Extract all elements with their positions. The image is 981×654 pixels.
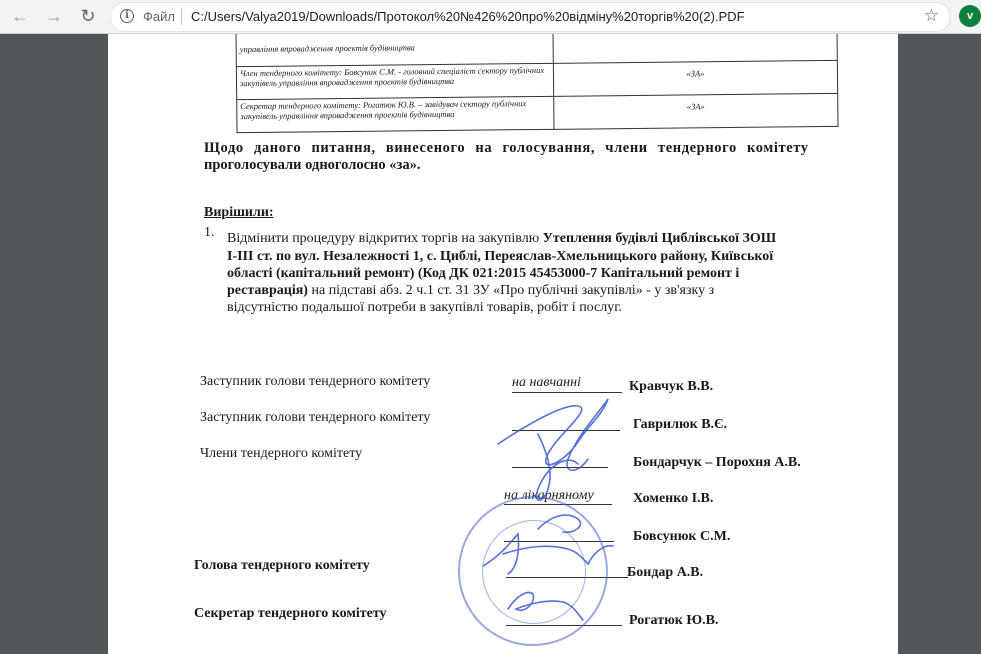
table-cell-vote: «ЗА»: [554, 93, 838, 129]
resolved-heading: Вирішили:: [204, 205, 274, 220]
table-cell-member: Секретар тендерного комітету: Рогатюк Ю.В. – завідувач сектору публічних закупівель управління впровадження проектів будівництва: [237, 96, 554, 132]
signatory-name: Гаврилюк В.Є.: [633, 417, 728, 432]
signature-role: Заступник голови тендерного комітету: [200, 374, 431, 389]
resolution-line: відсутністю подальшої потреби в закупівлі товарів, робіт і послуг.: [227, 300, 622, 315]
signatory-name: Бондар А.В.: [627, 565, 704, 580]
signature-gavryliuk: [498, 399, 608, 470]
signature-role: Члени тендерного комітету: [200, 446, 363, 461]
table-cell-vote: «ЗА»: [553, 60, 837, 96]
table-cell-member: Член тендерного комітету: Бовсуник С.М. - головний спеціаліст сектору публічних закупівель управління впровадження проектів будівництва: [236, 63, 553, 99]
resolution-text: Відмінити процедуру відкритих торгів на закупівлю: [227, 231, 543, 246]
signature-role: Заступник голови тендерного комітету: [200, 410, 431, 425]
signature-rogatiuk: [508, 593, 583, 620]
resolution-line: І-ІІІ ст. по вул. Незалежності 1, с. Циблі, Переяслав-Хмельницького району, Київської: [227, 249, 774, 264]
browser-toolbar: [0, 0, 981, 34]
item-number: 1.: [204, 225, 215, 240]
table-cell-member: управління впровадження проектів будівництва: [236, 34, 553, 67]
signature-note: на лікарняному: [504, 488, 594, 503]
vote-result-line: Щодо даного питання, винесеного на голосування, члени тендерного комітету: [204, 140, 809, 156]
signatory-name: Хоменко І.В.: [633, 491, 714, 506]
forward-arrow-icon[interactable]: →: [45, 6, 63, 26]
resolution-object: реставрація): [227, 283, 308, 298]
signatory-name: Кравчук В.В.: [629, 379, 714, 394]
divider: [181, 9, 182, 25]
resolution-object: Утеплення будівлі Циблівської ЗОШ: [542, 231, 777, 246]
signature-bovsuniuk: [538, 515, 580, 532]
address-bar[interactable]: [110, 2, 950, 32]
signature-role: Секретар тендерного комітету: [194, 606, 387, 621]
signature-role: Голова тендерного комітету: [194, 558, 370, 573]
resolution-text: на підставі абз. 2 ч.1 ст. 31 ЗУ «Про публічні закупівлі» - у зв'язку з: [307, 283, 715, 298]
signatory-name: Бондарчук – Порохня А.В.: [633, 455, 801, 470]
signatory-name: Бовсунюк С.М.: [633, 529, 731, 544]
signature-bondarchuk: [537, 434, 578, 500]
signature-bondar: [483, 534, 613, 574]
profile-avatar[interactable]: v: [959, 5, 981, 27]
url-text[interactable]: C:/Users/Valya2019/Downloads/Протокол%20№426%20про%20відміну%20торгів%20(2).PDF: [191, 9, 745, 24]
resolution-line: області (капітальний ремонт) (Код ДК 021:2015 45453000-7 Капітальний ремонт і: [227, 266, 740, 281]
info-icon[interactable]: i: [120, 9, 134, 23]
back-arrow-icon[interactable]: ←: [11, 6, 29, 26]
signatory-name: Рогатюк Ю.В.: [629, 613, 719, 628]
reload-icon[interactable]: ↻: [80, 6, 96, 26]
vote-result-line: проголосували одноголосно «за».: [204, 157, 421, 173]
url-scheme: Файл: [143, 9, 175, 24]
signature-note: на навчанні: [512, 375, 581, 390]
handwritten-signatures: [108, 34, 898, 654]
bookmark-star-icon[interactable]: ☆: [923, 6, 939, 25]
pdf-page: [108, 34, 898, 654]
